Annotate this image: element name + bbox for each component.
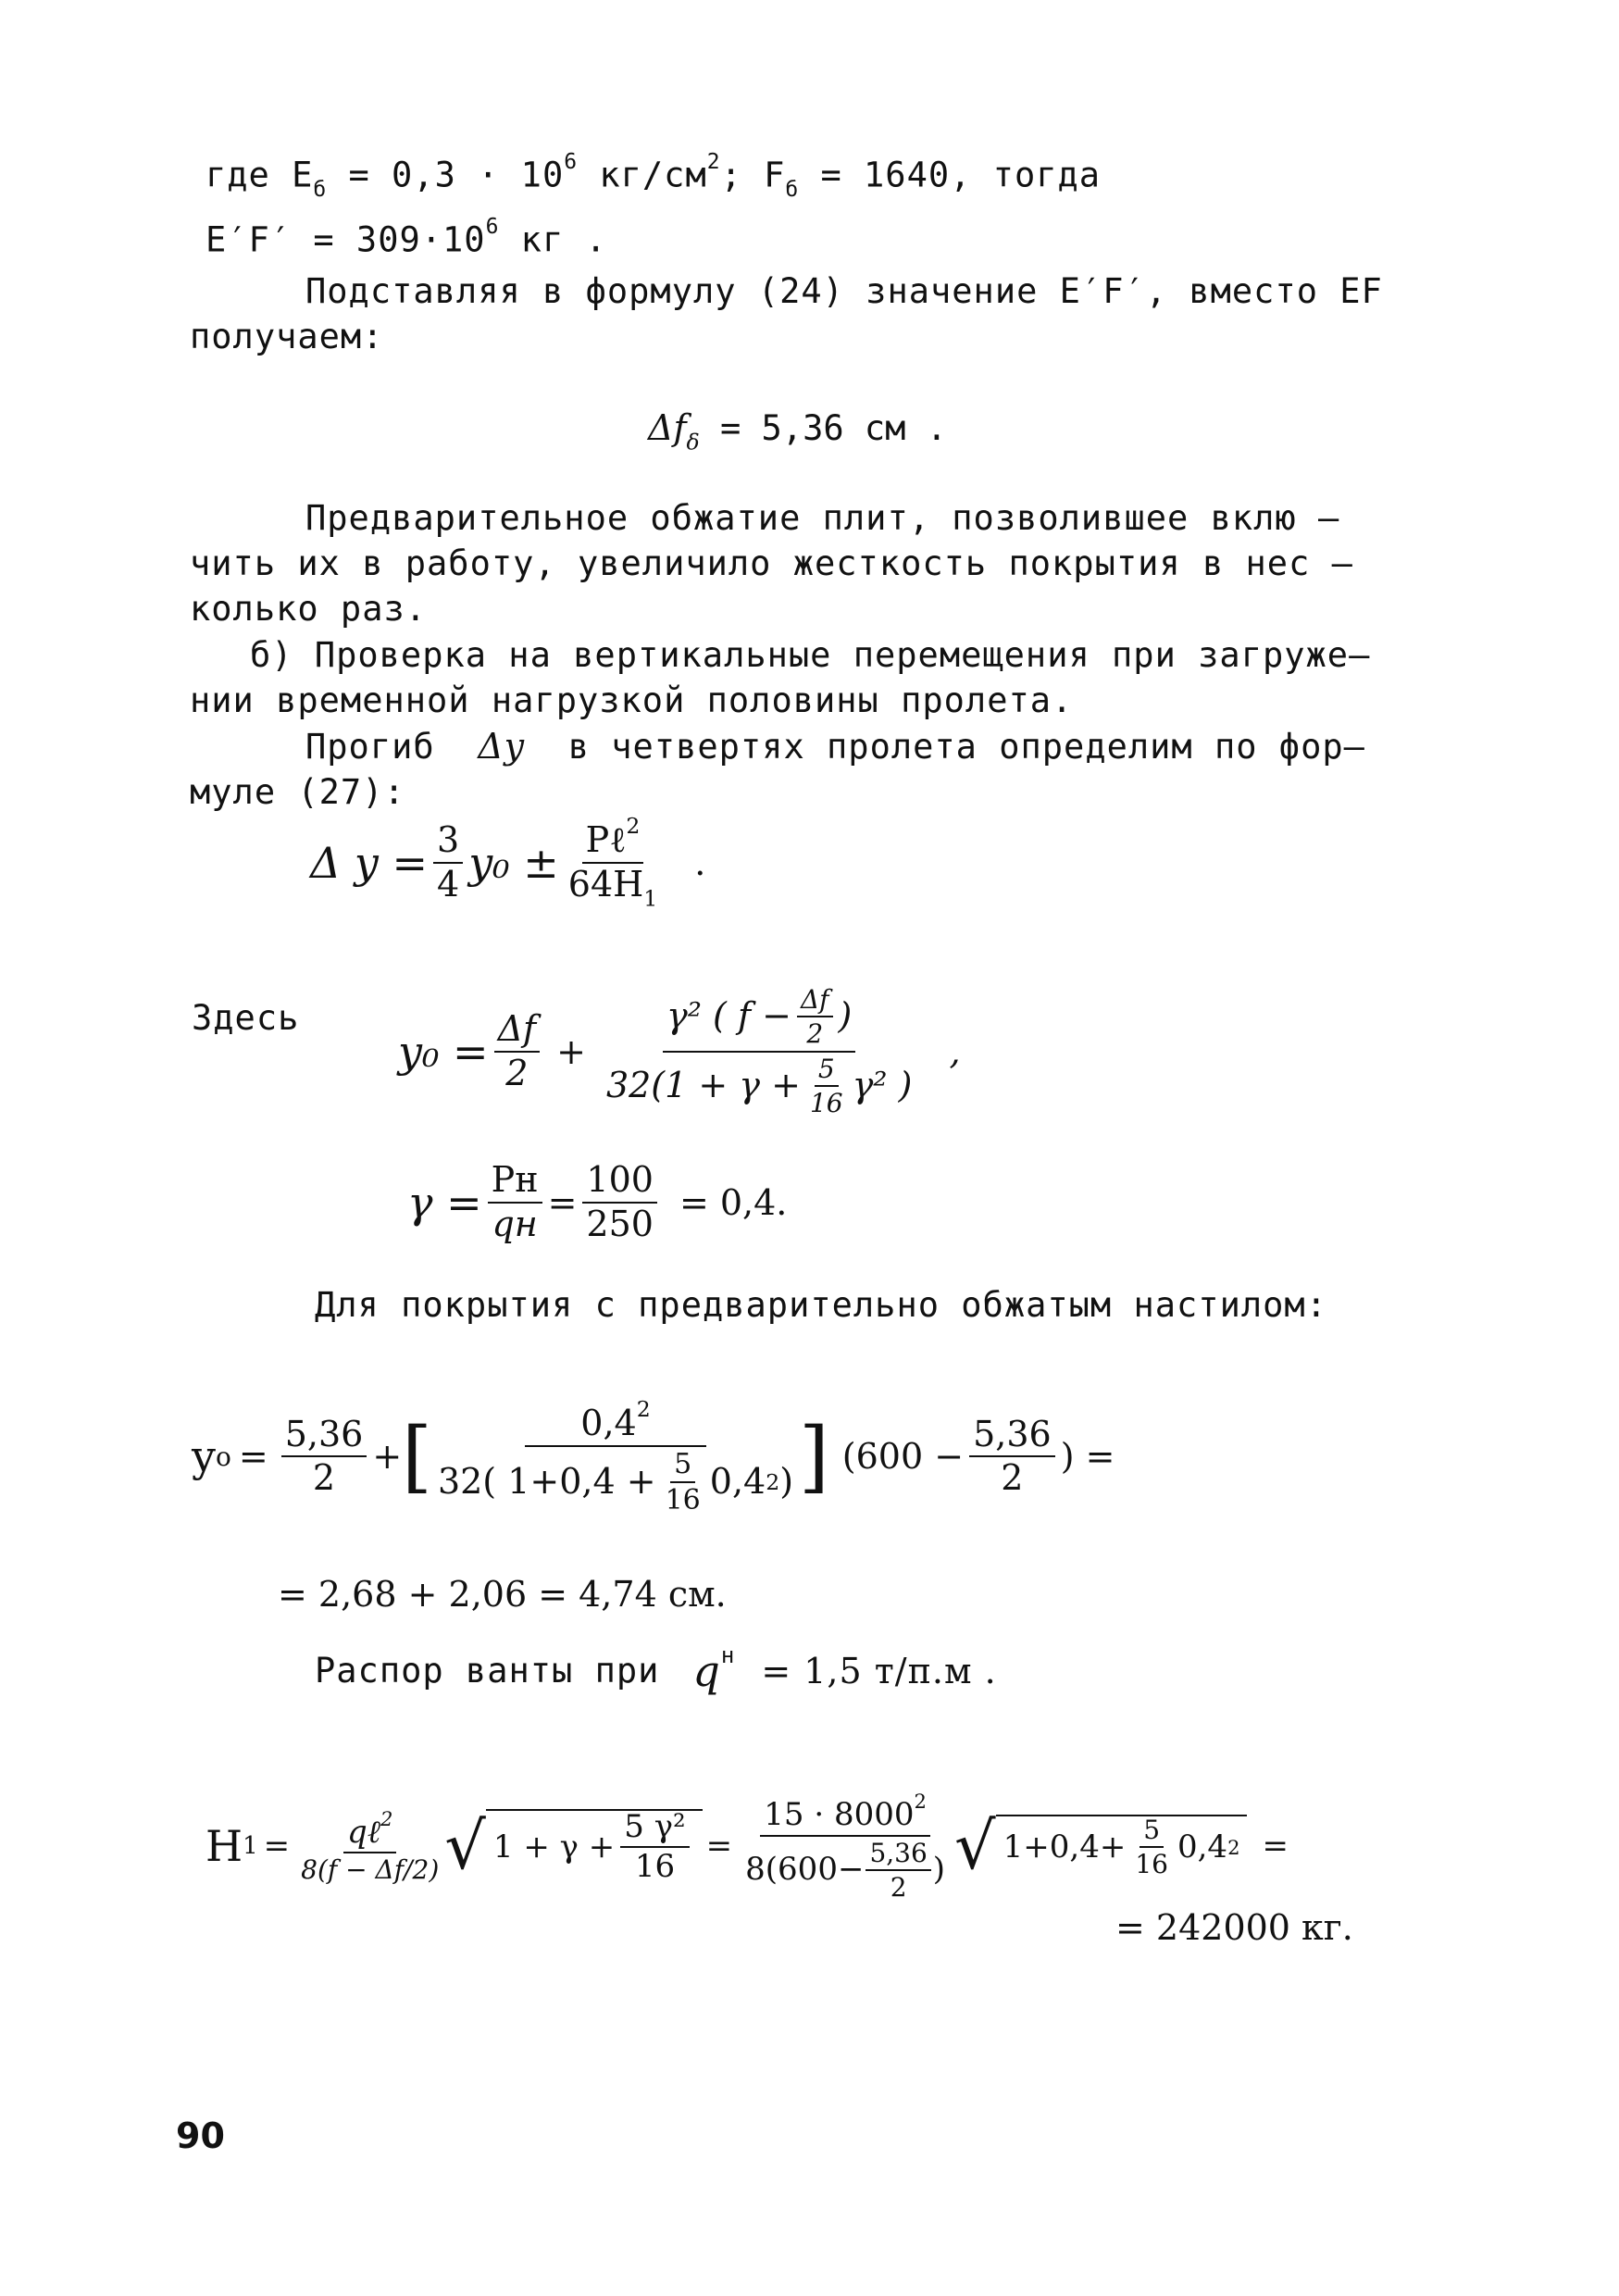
paragraph-prestress [190,495,1439,631]
text: Прогиб [305,727,435,767]
text: ; [720,155,765,195]
paragraph-line: муле (27): [190,772,405,812]
denominator-text: ) [932,1851,946,1889]
label-here: Здесь [192,998,300,1038]
operator: = [705,1828,733,1866]
fraction [281,1413,367,1499]
paragraph-line: нии временной нагрузкой половины пролета. [190,680,1074,720]
denominator: 2 [312,1457,336,1499]
equation-delta-f [648,407,947,455]
numerator: 5 [670,1450,695,1484]
exponent: 2 [1227,1835,1240,1859]
result: = 0,4. [679,1181,788,1223]
paragraph-check [190,632,1439,723]
term: y₀ ± [468,837,559,888]
radical-icon: √ [954,1808,996,1885]
fraction [603,986,915,1117]
fraction [434,1398,797,1516]
radicand [486,1809,703,1884]
paragraph-line: получаем: [190,317,384,356]
exponent: 2 [766,1469,780,1496]
operator: = [1262,1828,1289,1866]
denominator: qн [492,1203,538,1244]
lhs: y [192,1431,216,1482]
equation-y0 [398,986,961,1117]
numerator: 5 [815,1055,839,1087]
subscript: o [216,1441,231,1472]
text: Распор ванты при [315,1651,660,1691]
denominator: 16 [634,1848,676,1886]
numerator: 3 [433,822,463,864]
lhs: Δ y = [310,837,428,888]
symbol: Δf [648,407,687,448]
symbol-e: E [292,155,314,195]
operator: = [238,1436,268,1478]
stiffness-line [205,204,607,263]
numerator: 5,36 [281,1416,367,1458]
bracket-open: [ [402,1411,432,1503]
exponent: 2 [706,150,721,174]
fraction [969,1413,1055,1499]
paragraph-deflection [190,724,1439,815]
operator: = [547,1181,578,1223]
exponent: 2 [626,813,641,839]
numerator: Δf [494,1011,541,1053]
numerator: 0,4 [580,1403,637,1444]
denominator: 2 [890,1871,907,1903]
denominator: 2 [505,1052,529,1093]
denominator-text: 32(1 + γ + [605,1065,801,1106]
text: где [205,155,293,195]
numerator: 5,36 [866,1840,930,1871]
equation-y0-numeric [192,1398,1115,1516]
radicand [996,1815,1248,1878]
symbol: Δy [478,726,526,767]
paragraph-line: Предварительное обжатие плит, позволившее вклю – [305,498,1340,538]
fraction [433,818,463,905]
fraction [297,1806,442,1886]
exponent: 2 [914,1790,927,1813]
paragraph-line: б) Проверка на вертикальные перемещения при загруже– [250,635,1371,675]
denominator: 2 [806,1018,824,1050]
numerator: Pн [488,1162,542,1204]
superscript: н [720,1642,736,1668]
operator: = [263,1828,291,1866]
equation-h1 [205,1791,1289,1901]
value: = 1,5 т/п.м . [761,1651,997,1691]
denominator-text: γ² ) [852,1065,913,1106]
text: 1+0,4+ [1003,1828,1127,1866]
radical-icon: √ [444,1808,486,1885]
fraction [494,1007,541,1093]
denominator-text: ) [779,1461,794,1503]
paragraph-substitute [190,268,1439,359]
exponent: 6 [564,150,579,174]
numerator: qℓ [347,1813,380,1851]
numerator: 5 [1140,1816,1164,1848]
numerator: 5 γ² [620,1811,689,1849]
subscript: б [785,177,800,202]
bracket-close: ] [799,1411,829,1503]
symbol: q [692,1646,721,1696]
exponent: 6 [485,215,500,239]
text: E′F′ = 309·10 [205,219,486,260]
exponent: 2 [380,1806,393,1830]
symbol-f: F [764,155,786,195]
denominator: 16 [809,1088,843,1119]
fraction [565,815,661,910]
numerator: 5,36 [969,1416,1055,1458]
unit: кг/см [578,155,707,195]
modulus-line [205,139,1101,213]
subscript: δ [686,429,700,455]
subscript: 1 [243,1832,258,1861]
denominator: 8(f − Δf/2) [301,1854,440,1886]
paren: ) [838,995,853,1037]
exponent: 2 [636,1396,651,1422]
paragraph-line: Подставляя в формулу (24) значение E′F′, вместо EF [305,271,1383,311]
operator: + [372,1436,403,1478]
numerator: 100 [582,1162,657,1204]
value: = 5,36 см . [699,408,948,448]
equation-gamma [407,1159,788,1244]
page-number: 90 [176,2115,225,2156]
denominator: 16 [665,1484,701,1517]
equation-y0-result: = 2,68 + 2,06 = 4,74 см. [278,1574,727,1615]
equation-h1-result: = 242000 кг. [1115,1907,1353,1948]
denominator: 2 [1001,1457,1024,1499]
lhs: H [205,1821,243,1872]
denominator-text: 8(600− [745,1851,865,1889]
text: 1 + γ + [492,1828,616,1866]
paragraph-line: чить их в работу, увеличило жесткость покрытия в нес – [190,543,1353,583]
text: 0,4 [1177,1828,1228,1866]
fraction [741,1791,949,1901]
lhs: y₀ = [398,1026,489,1077]
denominator: 64H [567,863,644,905]
numerator: Δf [797,986,833,1017]
punct: . [694,842,706,883]
fraction [582,1159,657,1244]
paragraph-deck: Для покрытия с предварительно обжатым настилом: [315,1285,1327,1325]
paragraph-thrust [315,1642,997,1696]
subscript: б [313,177,328,202]
text: ) = [1060,1436,1115,1478]
equation-delta-y [310,815,705,910]
text: = 0,3 · 10 [327,155,565,195]
denominator: 250 [586,1203,654,1244]
numerator-text: γ² ( f − [666,995,791,1037]
numerator: Pℓ [585,819,627,861]
operator: + [556,1030,586,1072]
punct: , [949,1030,961,1072]
denominator-text: 0,4 [709,1461,766,1503]
unit: кг . [499,219,607,260]
subscript: 1 [643,885,658,912]
text: (600 − [841,1436,965,1478]
numerator: 15 · 8000 [764,1795,915,1833]
denominator: 4 [437,863,460,905]
denominator-text: 32( 1+0,4 + [437,1461,656,1503]
text: = 1640, тогда [799,155,1102,195]
lhs: γ = [407,1177,482,1228]
paragraph-line: колько раз. [190,589,428,629]
fraction [488,1159,542,1244]
denominator: 16 [1135,1849,1168,1880]
text: в четвертях пролета определим по фор– [567,727,1365,767]
